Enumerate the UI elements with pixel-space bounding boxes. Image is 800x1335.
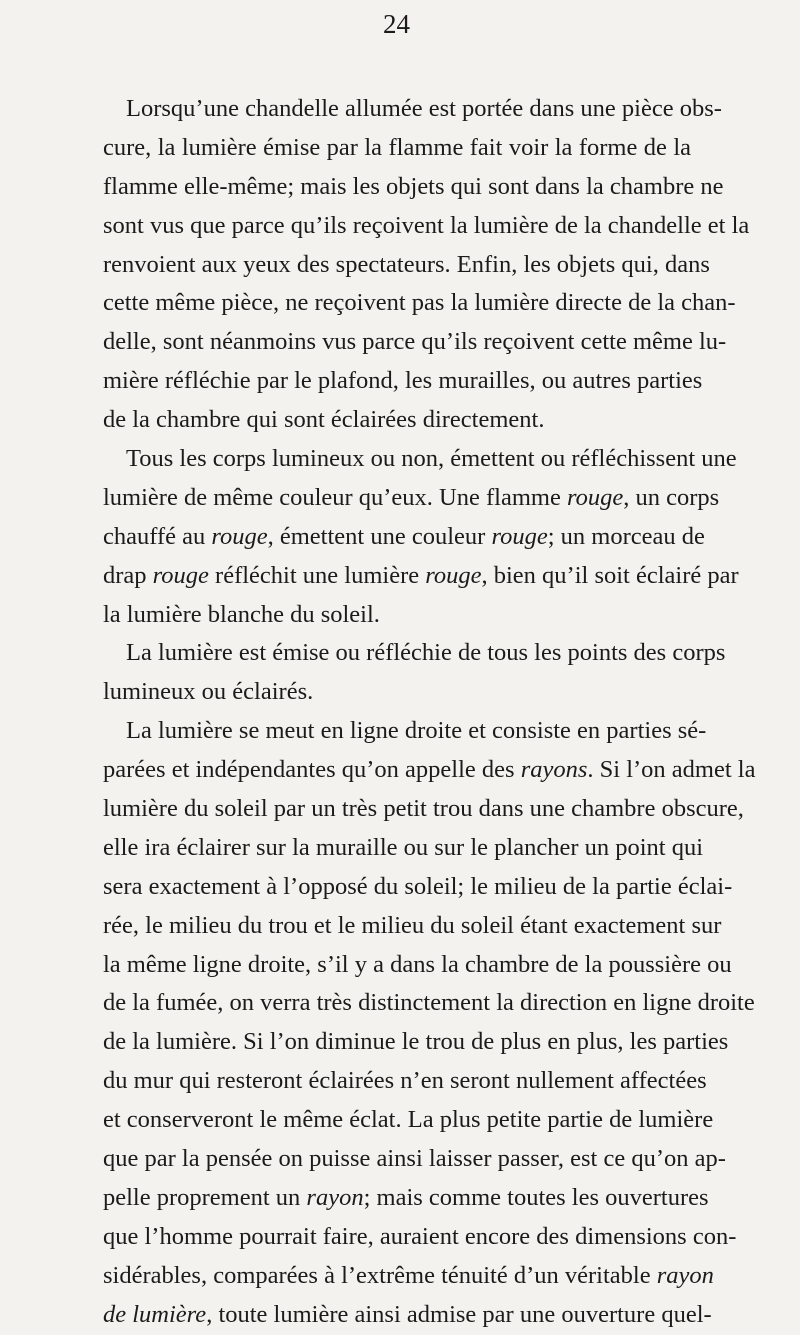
italic-term: de lumière — [103, 1300, 207, 1328]
text-line — [103, 168, 724, 207]
text-segment: mière réfléchie par le plafond, les murailles, ou autres parties — [103, 367, 703, 395]
italic-term: rayon — [656, 1261, 714, 1289]
italic-term: rayon — [306, 1183, 364, 1211]
text-line — [103, 1140, 726, 1179]
text-line — [103, 1101, 714, 1140]
text-segment: de la chambre qui sont éclairées directement. — [103, 406, 545, 434]
text-segment: de la fumée, on verra très distinctement la direction en ligne droite — [103, 989, 755, 1017]
text-segment: ; un morceau de — [547, 522, 705, 550]
text-line — [103, 1296, 712, 1335]
text-line — [103, 323, 727, 362]
text-segment: cure, la lumière émise par la flamme fait voir la forme de la — [103, 133, 691, 161]
text-segment: et conserveront le même éclat. La plus petite partie de lumière — [103, 1106, 714, 1134]
text-line — [103, 401, 691, 440]
text-segment: flamme elle-même; mais les objets qui sont dans la chambre ne — [103, 172, 724, 200]
text-line — [103, 1257, 714, 1296]
text-segment: que l’homme pourrait faire, auraient encore des dimensions con- — [103, 1222, 737, 1250]
text-segment: réfléchit une lumière — [208, 561, 426, 589]
text-line — [103, 790, 744, 829]
text-line — [103, 90, 722, 129]
text-line — [103, 1218, 737, 1257]
text-line — [103, 518, 705, 557]
italic-term: rouge — [566, 483, 624, 511]
text-segment: , un corps — [623, 483, 720, 511]
page-number: 24 — [383, 9, 410, 39]
text-segment: Tous les corps lumineux ou non, émettent ou réfléchissent une — [126, 445, 737, 473]
text-line — [103, 868, 733, 907]
text-segment: lumière de même couleur qu’eux. Une flamme — [103, 483, 567, 511]
text-line — [103, 557, 739, 596]
text-segment: sont vus que parce qu’ils reçoivent la lumière de la chandelle et la — [103, 211, 750, 239]
text-segment: que par la pensée on puisse ainsi laisser passer, est ce qu’on ap- — [103, 1145, 726, 1173]
text-segment: la même ligne droite, s’il y a dans la chambre de la poussière ou — [103, 950, 732, 978]
text-segment: La lumière se meut en ligne droite et consiste en parties sé- — [126, 717, 707, 745]
italic-term: rouge — [211, 522, 268, 550]
text-segment: , émettent une couleur — [267, 522, 492, 550]
text-segment: du mur qui resteront éclairées n’en seront nullement affectées — [103, 1067, 707, 1095]
text-segment: rée, le milieu du trou et le milieu du soleil étant exactement sur — [103, 911, 722, 939]
italic-term: rouge — [152, 561, 209, 589]
text-line — [103, 479, 720, 518]
text-line — [103, 634, 726, 673]
text-segment: lumineux ou éclairés. — [103, 678, 314, 706]
text-line — [103, 1062, 707, 1101]
italic-term: rayons — [520, 756, 588, 784]
text-line — [103, 946, 732, 985]
text-line — [103, 1023, 729, 1062]
text-segment: pelle proprement un — [103, 1183, 307, 1211]
text-segment: Lorsqu’une chandelle allumée est portée dans une pièce obs- — [126, 95, 722, 122]
text-line — [103, 1179, 709, 1218]
text-segment: renvoient aux yeux des spectateurs. Enfin, les objets qui, dans — [103, 250, 710, 278]
text-line — [103, 284, 736, 323]
text-segment: elle ira éclairer sur la muraille ou sur le plancher un point qui — [103, 833, 704, 861]
text-line — [103, 207, 750, 246]
text-segment: la lumière blanche du soleil. — [103, 600, 380, 628]
text-segment: sera exactement à l’opposé du soleil; le milieu de la partie éclai- — [103, 872, 733, 900]
text-line — [103, 984, 755, 1023]
text-line — [103, 712, 707, 751]
text-segment: . Si l’on admet la — [587, 756, 756, 784]
italic-term: rouge — [425, 561, 482, 589]
text-segment: parées et indépendantes qu’on appelle des — [103, 756, 521, 784]
text-line — [103, 129, 691, 168]
text-line — [103, 596, 691, 635]
text-line — [103, 673, 691, 712]
text-segment: drap — [103, 561, 153, 589]
text-segment: sidérables, comparées à l’extrême ténuité d’un véritable — [103, 1261, 657, 1289]
text-segment: de la lumière. Si l’on diminue le trou de plus en plus, les parties — [103, 1028, 729, 1056]
text-segment: , toute lumière ainsi admise par une ouverture quel- — [206, 1300, 712, 1328]
text-segment: lumière du soleil par un très petit trou dans une chambre obscure, — [103, 795, 744, 823]
text-line — [103, 907, 722, 946]
text-segment: ; mais comme toutes les ouvertures — [363, 1183, 709, 1211]
text-line — [103, 440, 737, 479]
text-segment: cette même pièce, ne reçoivent pas la lumière directe de la chan- — [103, 289, 736, 317]
text-segment: chauffé au — [103, 522, 212, 550]
text-segment: La lumière est émise ou réfléchie de tous les points des corps — [126, 639, 726, 667]
text-line — [103, 362, 703, 401]
text-line — [103, 829, 704, 868]
italic-term: rouge — [491, 522, 548, 550]
text-segment: , bien qu’il soit éclairé par — [481, 561, 739, 589]
text-segment: delle, sont néanmoins vus parce qu’ils reçoivent cette même lu- — [103, 328, 727, 356]
body-text — [103, 90, 756, 1335]
text-line — [103, 246, 710, 285]
text-line — [103, 751, 756, 790]
